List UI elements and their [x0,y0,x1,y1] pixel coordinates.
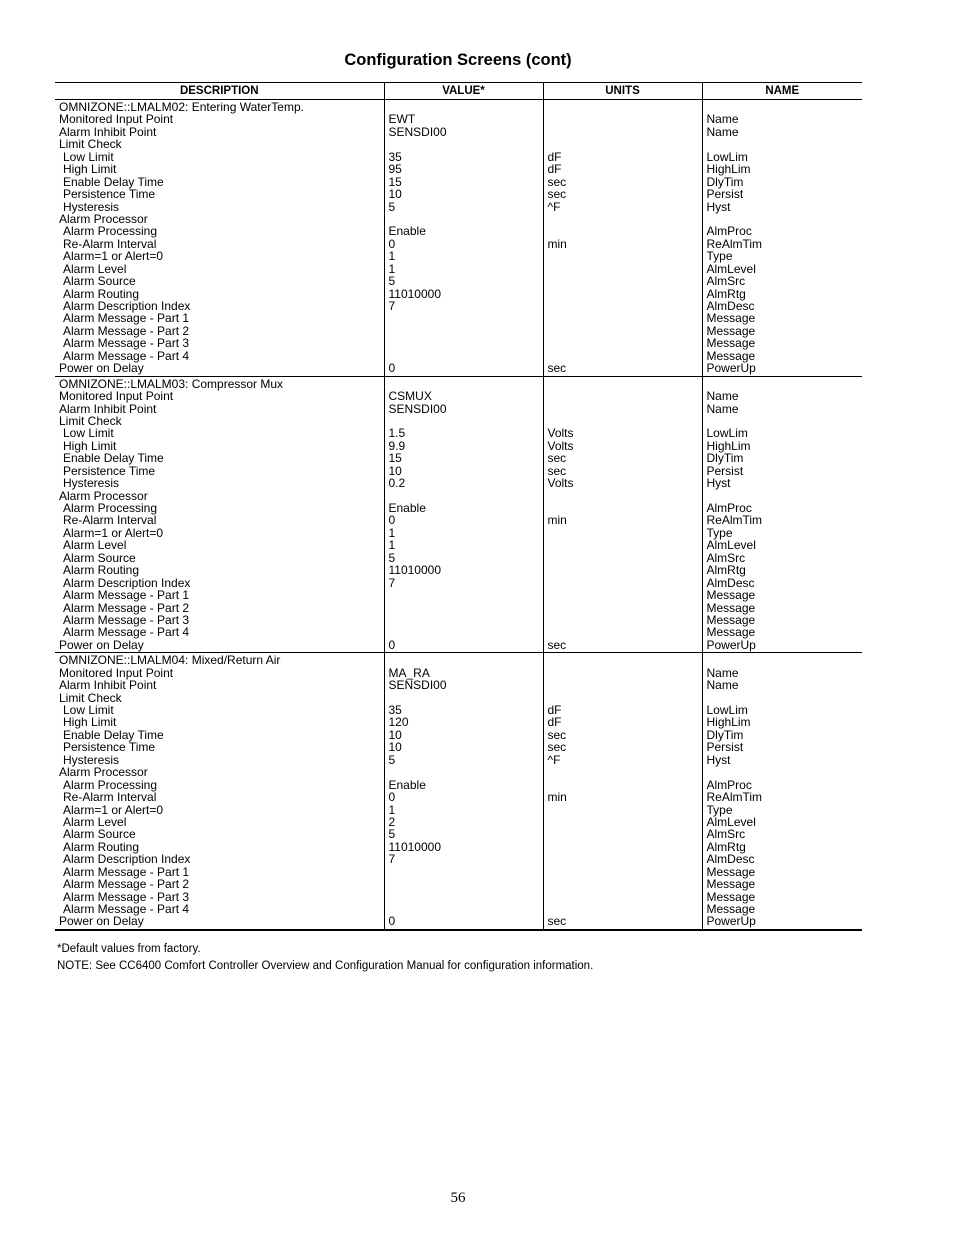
cell-line [548,502,702,514]
cell-line: min [547,236,567,251]
cell-line: AlmDesc [706,852,755,867]
table-body [55,100,862,930]
cell-line: 7 [388,852,396,867]
cell-line: min [547,513,567,528]
configuration-table [55,82,862,931]
cell-line: Name [706,665,739,680]
cell-line: Low Limit [63,703,114,717]
cell-line [389,866,543,878]
cell-line [548,263,702,275]
cell-line [389,766,543,778]
cell-line: Alarm Message - Part 4 [63,348,190,363]
cell-line: SENSDI00 [388,678,447,693]
cell-line: OMNIZONE::LMALM03: Compressor Mux [59,376,284,391]
cell-line: 10 [388,727,402,742]
cell-line: DlyTim [706,727,744,742]
cell-line: Message [706,336,756,351]
cell-line: MA_RA [388,665,430,680]
cell-line: 120 [388,715,409,730]
cell-line: AlmProc [706,777,752,792]
cell-line: AlmRtg [706,563,746,578]
cell-line: 1 [388,525,396,540]
cell-line: 15 [388,174,402,189]
cell-line [548,614,702,626]
cell-line [548,337,702,349]
value-cell [384,100,543,377]
cell-line: Name [706,401,739,416]
cell-line: 5 [388,199,396,214]
cell-line: High Limit [63,438,117,453]
cell-line: dF [547,715,562,730]
cell-line: Power on Delay [59,361,144,376]
name-cell [702,100,862,377]
cell-line: Re-Alarm Interval [63,236,157,251]
cell-line [548,325,702,337]
cell-line: 35 [388,149,402,164]
cell-line: 5 [388,274,396,289]
cell-line [548,113,702,125]
cell-line [389,692,543,704]
column-header-description: DESCRIPTION [55,83,384,100]
cell-line: Enable Delay Time [63,451,164,466]
cell-line: min [547,790,567,805]
cell-line: Name [706,112,739,127]
cell-line [548,878,702,890]
cell-line: Persist [706,463,744,478]
cell-line: AlmSrc [706,550,746,565]
cell-line [548,866,702,878]
cell-line: AlmDesc [706,575,755,590]
cell-line [548,654,702,666]
cell-line [548,602,702,614]
cell-line [548,378,702,390]
cell-line: Alarm Level [63,814,127,829]
cell-line: AlmLevel [706,814,756,829]
cell-line: Enable Delay Time [63,174,164,189]
cell-line: Enable [388,501,426,515]
cell-line: 0 [388,914,396,929]
cell-line: Alarm Description Index [63,575,191,590]
cell-line: 1 [388,261,396,276]
cell-line: PowerUp [706,361,756,376]
cell-line: Message [706,348,756,363]
cell-line: Alarm Processing [63,777,158,792]
cell-line: 15 [388,451,402,466]
cell-line: Alarm Routing [63,563,140,578]
cell-line: sec [547,740,567,755]
cell-line: Persist [706,187,744,202]
cell-line: PowerUp [706,914,756,929]
cell-line: Alarm Message - Part 3 [63,889,190,904]
cell-line [548,828,702,840]
cell-line: HighLim [706,162,751,177]
cell-line [548,300,702,312]
cell-line: Alarm Message - Part 2 [63,877,190,892]
configuration-note: NOTE: See CC6400 Comfort Controller Overview and Configuration Manual for configuration information. [57,960,594,972]
cell-line: 0 [388,637,396,652]
cell-line: Alarm Processor [59,488,148,503]
cell-line: sec [547,361,567,376]
description-cell [55,376,384,653]
cell-line: Limit Check [59,413,122,428]
cell-line: Hysteresis [63,476,120,491]
cell-line: Message [706,625,756,640]
cell-line: 1 [388,538,396,553]
cell-line: Alarm=1 or Alert=0 [63,802,164,817]
cell-line: Alarm Message - Part 1 [63,864,190,879]
description-cell [55,100,384,377]
cell-line: Alarm Level [63,538,127,553]
cell-line: Hysteresis [63,199,120,214]
cell-line: 2 [388,814,396,829]
cell-line [707,654,863,666]
cell-line [548,891,702,903]
cell-line: sec [547,463,567,478]
table-section-row [55,100,862,377]
cell-line: DlyTim [706,451,744,466]
cell-line: Message [706,864,756,879]
cell-line: Power on Delay [59,637,144,652]
cell-line: 5 [388,752,396,767]
cell-line [548,692,702,704]
cell-line [548,679,702,691]
cell-line [548,564,702,576]
cell-line: Alarm Source [63,550,136,565]
cell-line: 7 [388,299,396,313]
cell-line: Name [706,389,739,404]
cell-line: Alarm=1 or Alert=0 [63,525,164,540]
cell-line: 1 [388,802,396,817]
cell-line: 0.2 [388,476,406,491]
table-header-row [55,83,862,100]
cell-line: 5 [388,827,396,842]
cell-line [548,126,702,138]
cell-line: HighLim [706,438,751,453]
cell-line: 11010000 [388,286,441,301]
cell-line [548,552,702,564]
cell-line: sec [547,727,567,742]
cell-line: Alarm Message - Part 3 [63,612,190,627]
cell-line: Low Limit [63,149,114,164]
page-title: Configuration Screens (cont) [344,51,572,69]
cell-line: 5 [388,550,396,565]
cell-line: Type [706,249,733,264]
cell-line: Persistence Time [63,463,156,478]
cell-line [548,577,702,589]
page-number: 56 [450,1190,466,1206]
cell-line: Alarm Source [63,274,136,289]
cell-line: Alarm Message - Part 2 [63,600,190,615]
cell-line: Hyst [706,476,731,491]
cell-line: AlmLevel [706,538,756,553]
cell-line: Message [706,323,756,338]
cell-line [548,527,702,539]
cell-line: Alarm Level [63,261,127,276]
cell-line [548,490,702,502]
cell-line: 11010000 [388,563,441,578]
cell-line: Alarm Message - Part 4 [63,625,190,640]
units-cell [543,376,702,653]
cell-line: dF [547,162,562,177]
cell-line [389,614,543,626]
cell-line: Message [706,612,756,627]
cell-line [548,275,702,287]
cell-line: LowLim [706,703,748,717]
cell-line [389,138,543,150]
cell-line: Persist [706,740,744,755]
cell-line: AlmDesc [706,299,755,313]
cell-line: Message [706,877,756,892]
cell-line: Alarm Processing [63,501,158,515]
cell-line [389,312,543,324]
cell-line: Type [706,525,733,540]
cell-line: 10 [388,740,402,755]
description-cell [55,653,384,930]
cell-line: AlmRtg [706,839,746,854]
cell-line [548,539,702,551]
cell-line [548,766,702,778]
cell-line [707,766,863,778]
cell-line: AlmRtg [706,286,746,301]
cell-line: Alarm=1 or Alert=0 [63,249,164,264]
cell-line: sec [547,914,567,929]
cell-line: Type [706,802,733,817]
cell-line: dF [547,703,562,717]
cell-line: 95 [388,162,402,177]
cell-line: High Limit [63,715,117,730]
cell-line: Power on Delay [59,914,144,929]
cell-line: ReAlmTim [706,790,763,805]
cell-line: Alarm Message - Part 1 [63,311,190,326]
cell-line [389,903,543,915]
cell-line [389,337,543,349]
cell-line: Alarm Message - Part 2 [63,323,190,338]
cell-line: Message [706,902,756,916]
footnote: *Default values from factory. [57,943,201,955]
cell-line: AlmLevel [706,261,756,276]
cell-line: Hysteresis [63,752,120,767]
cell-line [389,626,543,638]
cell-line: Alarm Processing [63,224,158,239]
cell-line [548,841,702,853]
units-cell [543,100,702,377]
cell-line: 1 [388,249,396,264]
cell-line: LowLim [706,426,748,441]
cell-line [548,626,702,638]
cell-line: Persistence Time [63,187,156,202]
cell-line: 0 [388,361,396,376]
cell-line [548,779,702,791]
cell-line: PowerUp [706,637,756,652]
cell-line: OMNIZONE::LMALM02: Entering WaterTemp. [59,100,304,114]
name-cell [702,376,862,653]
cell-line: 0 [388,236,396,251]
cell-line: Alarm Routing [63,839,140,854]
cell-line: 35 [388,703,402,717]
cell-line [389,589,543,601]
cell-line [548,213,702,225]
cell-line: Alarm Message - Part 3 [63,336,190,351]
cell-line: 10 [388,187,402,202]
cell-line [548,312,702,324]
cell-line: OMNIZONE::LMALM04: Mixed/Return Air [59,653,281,668]
cell-line: Alarm Description Index [63,299,191,313]
cell-line: Alarm Processor [59,765,148,780]
cell-line: sec [547,637,567,652]
cell-line: 0 [388,790,396,805]
cell-line: sec [547,174,567,189]
cell-line: LowLim [706,149,748,164]
cell-line: Enable [388,224,426,239]
cell-line [389,891,543,903]
cell-line: 0 [388,513,396,528]
cell-line [548,390,702,402]
cell-line: ReAlmTim [706,236,763,251]
column-header-value: VALUE* [384,83,543,100]
cell-line: Volts [547,476,574,491]
cell-line: Alarm Inhibit Point [59,678,157,693]
cell-line: AlmSrc [706,827,746,842]
cell-line: Message [706,600,756,615]
cell-line: Message [706,588,756,603]
table-section-row [55,653,862,930]
cell-line [548,403,702,415]
cell-line: dF [547,149,562,164]
cell-line [548,816,702,828]
cell-line: Re-Alarm Interval [63,790,157,805]
cell-line: Monitored Input Point [59,665,174,680]
cell-line [548,101,702,113]
cell-line [548,667,702,679]
cell-line: Alarm Source [63,827,136,842]
cell-line: Hyst [706,199,731,214]
cell-line: AlmSrc [706,274,746,289]
cell-line [389,325,543,337]
cell-line [548,589,702,601]
cell-line: Volts [547,438,574,453]
column-header-units: UNITS [543,83,702,100]
cell-line: Alarm Message - Part 1 [63,588,190,603]
name-cell [702,653,862,930]
cell-line: Message [706,889,756,904]
cell-line: Volts [547,426,574,441]
column-header-name: NAME [702,83,862,100]
cell-line: Re-Alarm Interval [63,513,157,528]
cell-line: Enable Delay Time [63,727,164,742]
cell-line [389,350,543,362]
cell-line: AlmProc [706,224,752,239]
cell-line: DlyTim [706,174,744,189]
cell-line: ReAlmTim [706,513,763,528]
cell-line: Limit Check [59,690,122,705]
cell-line: Monitored Input Point [59,389,174,404]
cell-line [389,602,543,614]
units-cell [543,653,702,930]
cell-line: Message [706,311,756,326]
cell-line: High Limit [63,162,117,177]
cell-line: Alarm Routing [63,286,140,301]
cell-line: Persistence Time [63,740,156,755]
cell-line: SENSDI00 [388,124,447,139]
cell-line: sec [547,451,567,466]
table-section-row [55,376,862,653]
value-cell [384,653,543,930]
cell-line: Alarm Inhibit Point [59,124,157,139]
cell-line: Name [706,124,739,139]
value-cell [384,376,543,653]
cell-line: ^F [547,752,561,767]
cell-line: Low Limit [63,426,114,441]
cell-line [548,804,702,816]
cell-line: Alarm Description Index [63,852,191,867]
cell-line [389,654,543,666]
cell-line: Alarm Inhibit Point [59,401,157,416]
cell-line: sec [547,187,567,202]
cell-line: CSMUX [388,389,432,404]
cell-line [548,225,702,237]
cell-line: 11010000 [388,839,441,854]
cell-line [389,878,543,890]
cell-line: HighLim [706,715,751,730]
cell-line: AlmProc [706,501,752,515]
cell-line: Enable [388,777,426,792]
cell-line: Alarm Message - Part 4 [63,902,190,916]
cell-line: 1.5 [388,426,406,441]
cell-line: Monitored Input Point [59,112,174,127]
cell-line [548,903,702,915]
cell-line [707,138,863,150]
cell-line: SENSDI00 [388,401,447,416]
cell-line [548,853,702,865]
cell-line: Name [706,678,739,693]
cell-line [548,288,702,300]
cell-line [548,138,702,150]
cell-line: 10 [388,463,402,478]
cell-line [548,250,702,262]
cell-line: EWT [388,112,416,127]
cell-line [548,350,702,362]
cell-line: Limit Check [59,137,122,152]
cell-line: Hyst [706,752,731,767]
cell-line: Alarm Processor [59,211,148,226]
cell-line: ^F [547,199,561,214]
cell-line: 7 [388,575,396,590]
cell-line [389,415,543,427]
cell-line: 9.9 [388,438,406,453]
